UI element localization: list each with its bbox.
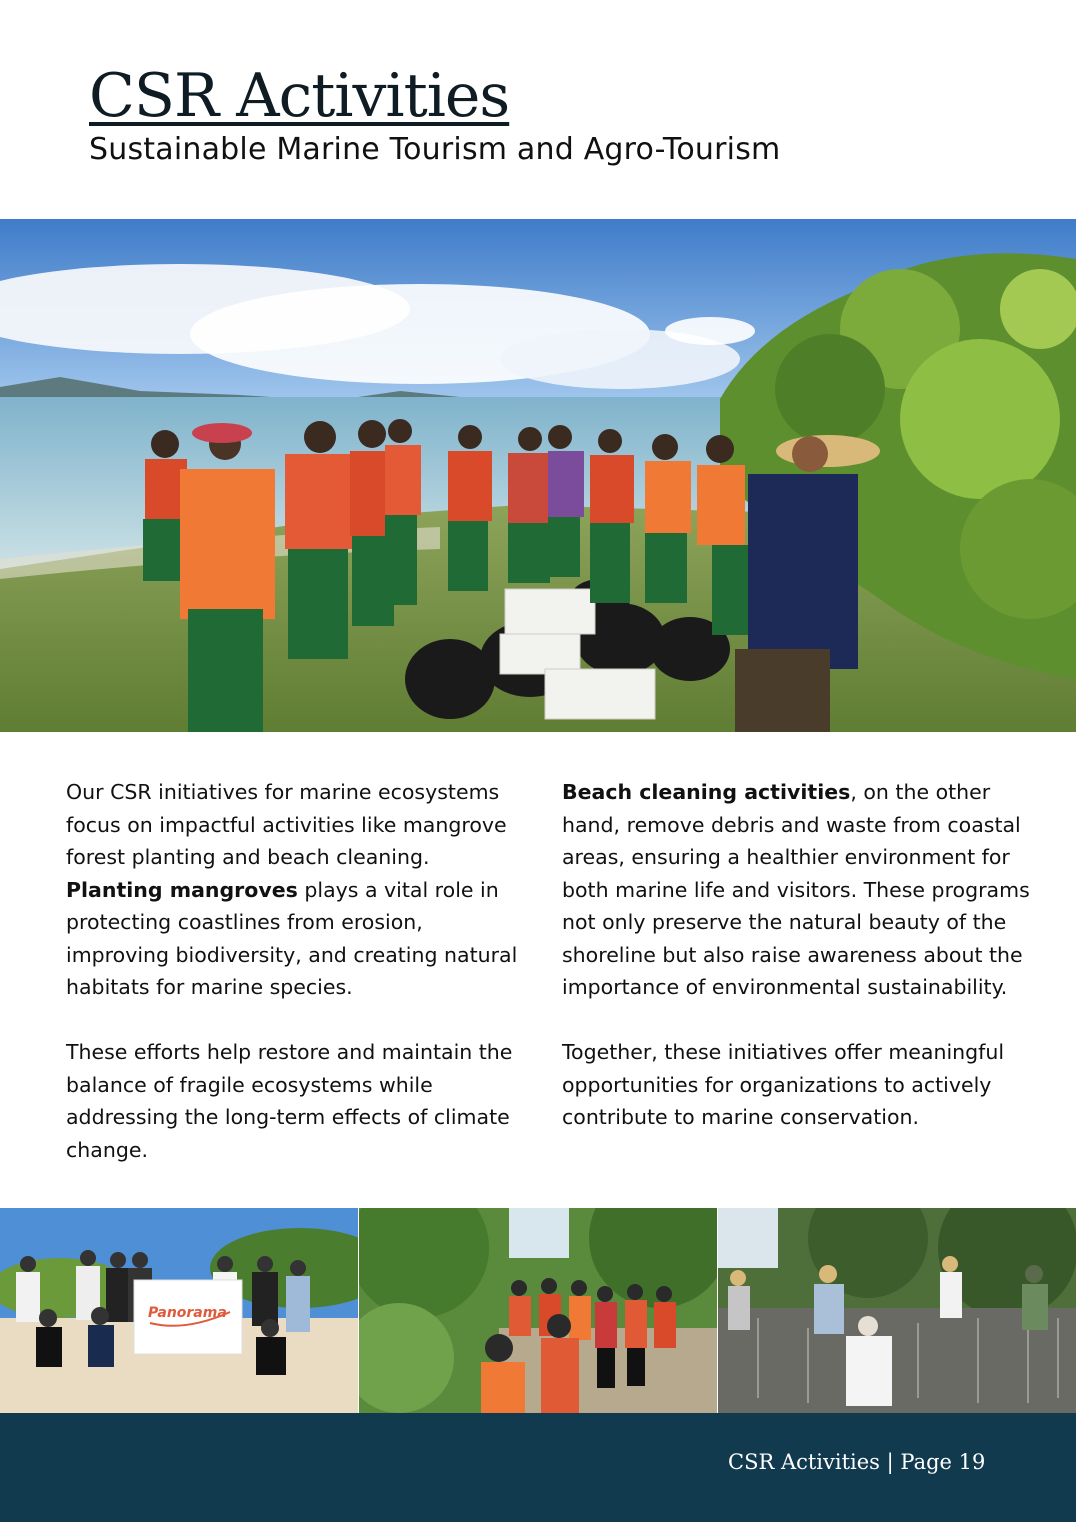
body-column-left — [66, 776, 526, 1166]
body-column-right — [562, 776, 1032, 1134]
photo-mangrove-walk — [359, 1208, 717, 1413]
paragraph-text: , on the other hand, remove debris and waste from coastal areas, ensuring a healthier environment for both marine life and visitors. These programs not only preserve the natural beauty of the shoreline but also raise awareness about the importance of environmental sustainability. — [562, 780, 1030, 999]
footer-page-label: CSR Activities | Page 19 — [728, 1450, 986, 1474]
paragraph: Together, these initiatives offer meaningful opportunities for organizations to actively contribute to marine conservation. — [562, 1040, 1005, 1129]
bold-phrase-planting-mangroves: Planting mangroves — [66, 877, 298, 902]
bold-phrase-beach-cleaning: Beach cleaning activities — [562, 780, 851, 804]
paragraph: These efforts help restore and maintain the balance of fragile ecosystems while addressing the long-term effects of climate change. — [66, 1040, 513, 1162]
paragraph — [66, 776, 526, 1004]
paragraph-text: plays a vital role in protecting coastlines from erosion, improving biodiversity, and creating natural habitats for marine species. — [66, 877, 518, 999]
paragraph — [562, 776, 1032, 1004]
photo-group-with-banner — [0, 1208, 358, 1413]
page-subtitle: Sustainable Marine Tourism and Agro-Tourism — [89, 132, 781, 167]
photo-strip — [0, 1208, 1076, 1413]
hero-photo-beach-cleaning — [0, 219, 1076, 732]
page-title: CSR Activities — [89, 61, 510, 131]
photo-mangrove-planting — [718, 1208, 1076, 1413]
paragraph-text: Our CSR initiatives for marine ecosystems focus on impactful activities like mangrove forest planting and beach cleaning. — [66, 780, 507, 869]
banner-logo-text: Panorama — [148, 1305, 227, 1321]
